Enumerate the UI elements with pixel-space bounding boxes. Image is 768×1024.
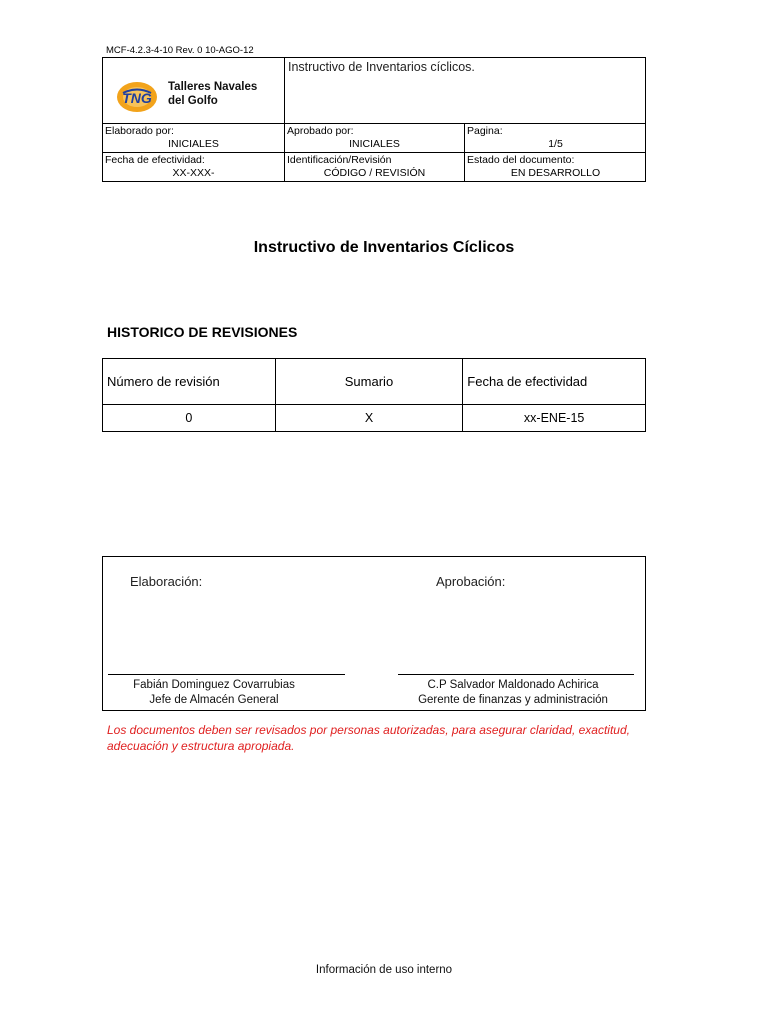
aprobado-label: Aprobado por: <box>287 125 354 137</box>
estado-label: Estado del documento: <box>467 154 575 166</box>
revision-history-table <box>102 358 646 432</box>
document-code: MCF-4.2.3-4-10 Rev. 0 10-AGO-12 <box>106 45 254 56</box>
company-name-line-2: del Golfo <box>168 95 218 107</box>
column-header-fecha: Fecha de efectividad <box>463 359 646 405</box>
company-name <box>168 80 257 108</box>
cell-revision: 0 <box>103 405 276 432</box>
cell-fecha: xx-ENE-15 <box>463 405 646 432</box>
company-name-line-1: Talleres Navales <box>168 81 258 93</box>
elaborado-value: INICIALES <box>168 138 219 150</box>
elaborado-label: Elaborado por: <box>105 125 174 137</box>
logo-text: TNG <box>122 90 152 106</box>
elaboracion-signer <box>103 678 325 708</box>
form-title: Instructivo de Inventarios cíclicos. <box>288 60 475 74</box>
aprobacion-signature-line <box>398 674 634 675</box>
footer-text: Información de uso interno <box>315 964 453 976</box>
fecha-value: XX-XXX- <box>172 167 215 179</box>
header-table <box>102 57 646 182</box>
elaboracion-signature-line <box>108 674 345 675</box>
signature-box <box>102 556 646 711</box>
table-row <box>103 405 646 432</box>
aprobacion-role: Gerente de finanzas y administración <box>418 694 608 706</box>
aprobacion-label: Aprobación: <box>436 574 506 589</box>
aprobacion-name: C.P Salvador Maldonado Achirica <box>427 679 599 691</box>
fecha-label: Fecha de efectividad: <box>105 154 205 166</box>
aprobado-value: INICIALES <box>349 138 400 150</box>
cell-sumario: X <box>275 405 463 432</box>
column-header-revision: Número de revisión <box>103 359 276 405</box>
column-header-sumario: Sumario <box>275 359 463 405</box>
estado-value: EN DESARROLLO <box>510 167 601 179</box>
history-title: HISTORICO DE REVISIONES <box>107 324 298 340</box>
elaboracion-label: Elaboración: <box>130 574 203 589</box>
table-header-row <box>103 359 646 405</box>
page-title: Instructivo de Inventarios Cíclicos <box>253 239 515 256</box>
tng-logo-icon <box>115 80 159 114</box>
aprobacion-signer <box>393 678 633 708</box>
identificacion-label: Identificación/Revisión <box>287 154 392 166</box>
pagina-label: Pagina: <box>467 125 503 137</box>
pagina-value: 1/5 <box>548 138 563 150</box>
elaboracion-role: Jefe de Almacén General <box>149 694 279 706</box>
identificacion-value: CÓDIGO / REVISIÓN <box>323 167 426 179</box>
notice-text: Los documentos deben ser revisados por personas autorizadas, para asegurar claridad, exactitud, adecuación y estructura apropiada. <box>107 723 630 753</box>
elaboracion-name: Fabián Dominguez Covarrubias <box>133 679 295 691</box>
